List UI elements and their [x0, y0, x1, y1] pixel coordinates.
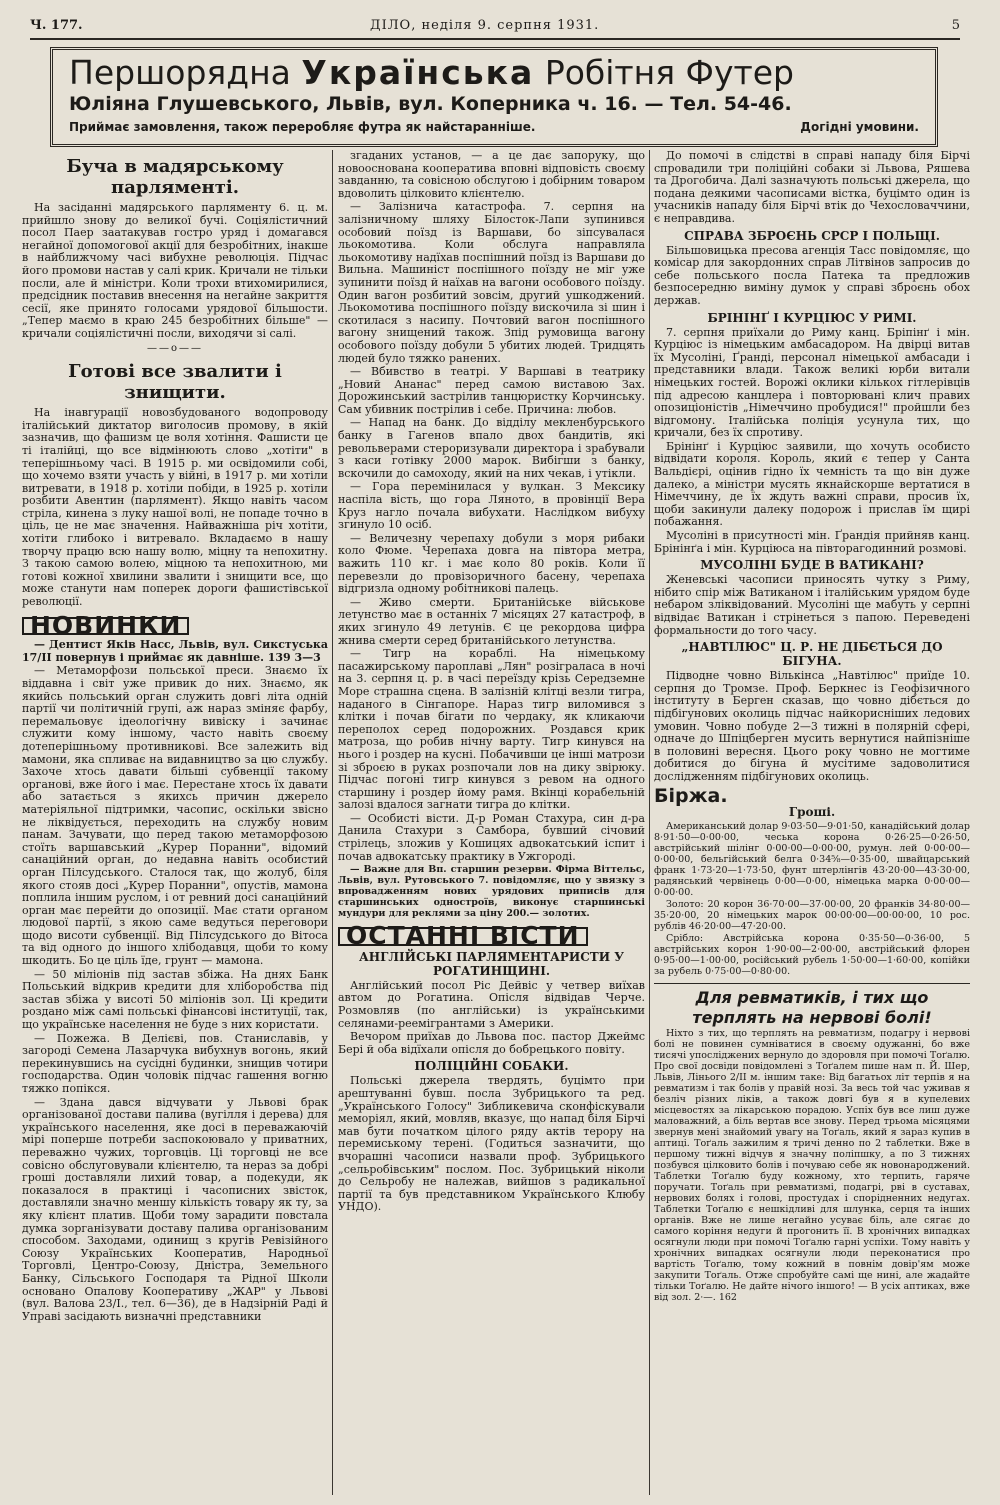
news-item: — Важне для Вп. старшин резерви. Фірма Віттельс, Львів, вул. Рутовського 7. повідомляє, що у звязку з впровадженням нових урядових приписів для старшинських одностроїв, виконує старшинські мундури для реклями за ціну 200.— золотих.: [338, 864, 645, 920]
news-item: — Тигр на кораблі. На німецькому пасажирському пароплаві „Лян" розіграласа в ночі на 3. серпня ц. р. в часі переїзду крізь Середземне Море страшна сцена. В залізній клітці везли тигра, наданого в Сінгапоре. Нараз тигр виломився з клітки і почав бігати по чердаку, як кликаючи переполох серед подорожних. Роздався крик матроза, що робив нічну варту. Тигр кинувся на нього і роздер на кусні. Побачивши це інші матрози зі зброєю в руках розпочали лов на дику звірюку. Підчас погоні тигр кинувся з ревом на одного старшину і роздер йому рамя. Вкінці корабельній залозі вдалося загнати тигра до клітки.: [338, 647, 645, 812]
article-text: На інавгурації новозбудованого водопроводу італійський диктатор виголосив промову, в якій зазначив, що фашизм це воля хотіння. Фашисти це ті італійці, що все відмінюють слово „хотіти" в теперішньому часі. В 1915 р. ми освідомили собі, що хочемо взяти участь у війні, в 1917 р. ми хотіли витревати, в 1918 р. хотіли побіди, в 1925 р. хотіли розбити Авентин (парлямент). Якщо навіть часом стріла, кинена з луку нашої волі, не попаде точно в ціль, це не має значення. Найважніша річ хотіти, хотіти глибоко і витревало. Вкладаємо в нашу творчу працю всю нашу волю, міцну та непохитну. З такою самою волею, міцною та непохитною, ми готові кожної хвилини звалити і знищити все, що може станути нам поперек дороги фашистівської революції.: [22, 406, 328, 609]
column-3: [654, 150, 970, 1495]
news-item: — Залізнича катастрофа. 7. серпня на залізничному шляху Білосток-Лапи зупинився особовий поїзд із Варшави, бо зіпсувалася льокомотива. Коли обслуга направляла льокомотиву надїхав поспішний поїзд із Варшави до Вильна. Машиніст поспішного поїзду не міг уже зупинити поїзд й наїхав на вагони особового поїзду. Один вагон розбитий зовсім, другий ушкоджений. Льокомотива поспішного поїзду вискочила зі шин і скотилася з насипу. Почтовий вагон поспішного вагону знищений також. Зпід румовища вагону особового поїзду добули 5 убитих людей. Тридцять людей було тяжко ранених.: [338, 200, 645, 365]
running-head: [30, 14, 960, 40]
news-item: — Здана дався відчувати у Львові брак організованої достави палива (вугілля і дерева) для українського населення, яке досі в переважаючій мірі поперше потреби заспокоювало у приватних, переважно чужих, торговців. Ці торговці не все совісно обслуговували клієнтелю, та нераз за добрі гроші доставляли лихий товар, а подекуди, як показалося в практиці і часописних звісток, доставляли значно меншу кількість товару як ту, за яку клієнт платив. Щоби тому зарадити повстала думка зорганізувати доставу палива організованим способом. Заходами, одинищ з кругів Ревізійного Союзу Українських Кооператив, Народньої Торговлі, Центро-Союзу, Дністра, Земельного Банку, Сільського Господаря та Рідної Школи основано Опалову Кооперативу „ЖАР" у Львові (вул. Валова 23/І., тел. 6—36), де в Надзірній Раді й Управі засідають визначні представники: [22, 1095, 328, 1323]
article-text: 7. серпня приїхали до Риму канц. Бріпінґ і мін. Курціюс із німецьким амбасадором. На двірці витав їх Мусоліні, Ґранді, персонал німецької амбасади і представники влади. Також великі юрби витали німецьких гостей. Ворожі оклики кількох гітлерівців під адресою канцлера і повторювані клич правих опозиціоністів „Німеччино пробудися!" пройшли без відгомону. Італійська поліція усунула тих, що кричали, без їх спротиву.: [654, 325, 970, 440]
article-text: До помочі в слідстві в справі нападу біля Бірчі спровадили три поліційні собаки зі Львова, Ряшева та Дрогобича. Далі зазначують польські джерела, що подана деякими часописами вістка, буцімто один із учасників нападу біля Бірчі втік до Чехословаччини, є неправдива.: [654, 150, 970, 225]
article-text: Польські джерела твердять, буцімто при арештуванні бувш. посла Зубрицького та ред. „Українського Голосу" Зибликевича сконфіскували меморіял, який, мовляв, вказує, що напад біля Бірчі мав бути початком цілого ряду актів терору на перемиському терені. (Годиться зазначити, що вчорашні часописи назвали проф. Зубрицького „сельробівським" послом. Пос. Зубрицький ніколи до Сельробу не належав, вийшов з радикальної партії та був представником Українського Клюбу УНДО).: [338, 1074, 645, 1214]
section-heading: ОСТАННІ ВІСТИ: [338, 927, 645, 946]
news-item: — 50 міліонів під застав збіжа. На днях Банк Польський відкрив кредити для хліборобства під застав збіжа у висоті 50 міліонів зол. Ці кредити роздано між самі польські фінансові інституції, так, що українське населення не буде з них користати.: [22, 967, 328, 1032]
separator: ——o——: [146, 342, 204, 354]
article-text: Брінінґ і Курціюс заявили, що хочуть особисто відвідати короля. Король, який є тепер у Санта Вальдієрі, оцінив гідно їх чемність та що він дуже далеко, а міністри мусять якнайскорше вертатися в Німеччину, де їх ждуть важні справи, просив їх, щоби закинули далеку подорож і прислав їм щирі побажання.: [654, 439, 970, 529]
ad-footer: Приймає замовлення, також переробляє футра як найстаранніше. Догідні умовини.: [69, 120, 919, 134]
article-title: АНГЛІЙСЬКІ ПАРЛЯМЕНТАРИСТИ У РОГАТИНЩИНІ.: [358, 949, 624, 978]
article-text: Женевські часописи приносять чутку з Риму, нібито спір між Ватиканом і італійським урядом буде небаром зліквідований. Мусоліні ще мабуть у серпні відвідає Ватикан і стрінеться з папою. Переведені формальности до того часу.: [654, 573, 970, 637]
article-text: Мусоліні в присутності мін. Ґрандія прийняв канц. Брінінґа і мін. Курціюса на півторагодинний розмові.: [654, 529, 970, 555]
news-item: — Дентист Яків Насс, Львів, вул. Сикстуська 17/ІІ повернув і приймає як давніше. 139 3—3: [22, 638, 328, 664]
ad-address: Юліяна Глушевського, Львів, вул. Коперника ч. 16. — Тел. 54-46.: [69, 93, 792, 115]
exchange-rates: Срібло: Австрійська корона 0·35·50—0·36·00, 5 австрійських корон 1·90·00—2·00·00, австрійський флорен 0·95·00—1·00·00, російський рубель 1·50·00—1·60·00, копійки за рубель 0·75·00—0·80·00.: [654, 933, 970, 978]
news-item: згаданих установ, — а це дає запоруку, що новооснована кооператива вповні відповість своєму завданню, та совісною обслугою і добірним товаром вдоволить цілковито клієнтелю.: [338, 150, 645, 200]
subsection-title: Гроші.: [788, 805, 836, 820]
news-item: — Метаморфози польської преси. Знаємо їх віддавна і світ уже привик до них. Знаємо, як якийсь польський орган служить довгі літа одній партії чи політичній групі, аж нараз зміняє фарбу, перемальовує ідеологічну вивіску і зачинає служити кому іншому, часто навіть своєму дотеперішньому противникові. Все залежить від мамони, яка спливає на видавництво за цю службу. Захоче хтось давати більші субвенції такому органові, вже його і має. Перестане хтось їх давати або затається з якихсь причин джерело матеріяльної підтримки, часопис, оскільки звісно не ліквідується, переходить на службу новим панам. Зачувати, що перед такою метаморфозою стоїть варшавський „Курер Поранни", відомий санаційний орган, до недавна навіть особистий орган Пілсудського. Сталося так, що жолуб, біля якого стояв досі „Курер Поранни", опустів, мамона поплила іншим руслом, і от ревний досі санаційний орган має перейти до опозиції. Має стати органом людової партії, з якою саме ведуться переговори щодо висоти субвенції. Від Пілсудського до Вітоса та від одного до іншого хлібодавця, щоби то кому шкодить. Бо це ціль їде, грунт — мамона.: [22, 664, 328, 968]
article-title: Буча в мадярському парляменті.: [66, 156, 284, 198]
article-text: Підводне човно Вількінса „Навтілюс" приїде 10. серпня до Тромзе. Проф. Беркнес із Геофізичного інституту в Берген сказав, що човно дібється до підбігунових околиць підчас найкорисніших ледових умовин. Човно побуде 2—3 тижні в полярній сфері, одначе до Шпіцберген мусить вернутися найпізніше в половині вересня. Цього року човно не могтиме добитися до бігуна й мусітиме задоволитися дослідженням підбігунових околиць.: [654, 669, 970, 783]
article-text: На засіданні мадярського парляменту 6. ц. м. прийшло знову до великої бучі. Соціялістичний посол Паер заатакував гостро уряд і домагався негайної допомогової акції для безробітних, інакше в найближчому часі вибухне революція. Підчас його промови настав у салі крик. Кричали не тільки посли, але й міністри. Коли трохи втихомирилися, предсідник поставив внесення на негайне закриття сесії, яке принято голосами урядової більшости. „Тепер маємо в краю 245 безробітних більше" — кричали соціялістичні посли, виходячи зі салі.: [22, 201, 328, 340]
article-title: БРІНІНҐ І КУРЦІЮС У РИМІ.: [707, 310, 917, 325]
article-text: Англійський посол Ріс Дейвіс у четвер виїхав автом до Рогатина. Опісля відвідав Черче. Розмовляв (по англійськи) із українськими селянами-реемігрантами з Америки.: [338, 978, 645, 1030]
article-title: МУСОЛІНІ БУДЕ В ВАТИКАНІ?: [700, 558, 924, 573]
article-title: СПРАВА ЗБРОЄНЬ СРСР І ПОЛЬЩІ.: [684, 228, 940, 243]
ad-headline: Для ревматиків, і тих що терплять на нервові болі!: [692, 988, 932, 1028]
togal-ad: [654, 983, 970, 1303]
news-item: — Напад на банк. До відділу мекленбурського банку в Гагенов впало двох бандитів, які револьверами стероризували директора і зрабували з каси готівку 2000 марок. Вибігши з банку, вскочили до самоходу, який на них чекав, і утікли.: [338, 416, 645, 480]
news-item: — Вбивство в театрі. У Варшаві в театрику „Новий Ананас" перед самою виставою Зах. Дорожинський застрілив танцюристку Корчинську. Сам убивник пострілив і себе. Причина: любов.: [338, 365, 645, 416]
page-number: 5: [951, 18, 960, 33]
news-item: — Особисті вісти. Д-р Роман Стахура, син д-ра Данила Стахури з Самбора, бувший січовий стрілець, зложив у Кошицях адвокатський іспит і почав адвокатську практику в Ужгороді.: [338, 811, 645, 863]
news-item: — Живо смерти. Британійське військове летунство має в останніх 7 місяцях 27 катастроф, в яких згинуло 49 летунів. Є це рекордова цифра жнива смерти серед британійського летунства.: [338, 595, 645, 647]
issue-number: Ч. 177.: [30, 18, 83, 33]
article-title: ПОЛІЦІЙНІ СОБАКИ.: [414, 1059, 569, 1074]
exchange-rates: Золото: 20 корон 36·70·00—37·00·00, 20 франків 34·80·00—35·20·00, 20 німецьких марок 00·00·00—00·00·00, 10 рос. рублів 46·20·00—47·20·00.: [654, 899, 970, 933]
article-title: Готові все звалити і знищити.: [68, 361, 282, 404]
exchange-rates: Американський долар 9·03·50—9·01·50, канадійський долар 8·91·50—0·00·00, чеська корона 0·26·25—0·26·50, австрійський шілінг 0·00·00—0·00·00, румун. лей 0·00·00—0·00·00, бельгійський белга 0·34⅝—0·35·00, швайцарський франк 1·73·20—1·73·50, фунт штерлінгів 43·20·00—43·30·00, радянський червінець 0·00—0·00, німецька марка 0·00·00—0·00·00.: [654, 821, 970, 899]
ad-text: Ніхто з тих, що терплять на ревматизм, подагру і нервові болі не повинен сумніватися в своєму одужанні, бо вже тисячі упосліджених вернуло до здоровля при помочі Тоґалю. Про свої досвіди повідомлені з Тоґалем пише нам п. Й. Шер, Львів, Лінього 2/ІІ м. іншим таке: Від багатьох літ терпів я на ревматизм і так болів у правій нозі. За весь той час уживав я безліч різних ліків, а також довгі був я в купелевих місцевостях за лікарською порадою. Успіх був все лиш дуже маловажний, а біль вертав все знову. Перед трьома місяцями звернув мені знайомий увагу на Тоґаль, який я зараз купив в аптиці. Тоґаль зажилим я тричі денно по 2 таблетки. Вже в першому тижні відчув я значну поліпшку, а по 3 тижнях позбувся цілковито болів і почуваю себе як новонароджений. Таблетки Тоґалю буду кожному, хто терпить, гаряче поручати. Тоґаль при ревматизмі, подагрі, рві в суставах, нервових болях і голові, простудах і спорідненних недугах. Таблетки Тоґалю є нешкідливі для шлунка, серця та інших органів. Вже не лише негайно усуває біль, але сягає до самого коріння недуги й прогонить її. В хронічних випадках осягнули люди при помочі Тоґалю гарні успіхи. Тому навіть у хронічних випадках осягнули люди переконатися про вартість Тоґалю, тому кожний в повнім довір'ям може закупити Тоґаль. Отже спробуйте самі ще нині, але жадайте тільки Тоґалю. Не дайте нічого іншого! — В усіх аптиках, вже від зол. 2·—. 162: [654, 1028, 970, 1304]
column-1: [22, 150, 328, 1495]
news-item: — Пожежа. В Делієві, пов. Станиславів, у загороді Семена Лазарчука вибухнув вогонь, який перекинувшись на сусідні будинки, знищив чотири господарства. Один чоловік підчас гашення вогню тяжко попікся.: [22, 1031, 328, 1095]
fur-workshop-ad: [50, 47, 938, 147]
article-text: Більшовицька пресова агенція Тасс повідомляє, що комісар для закордонних справ Літвінов запросив до себе польського посла Патека та предложив безпосередню виміну думок у справі зброєнь обох держав.: [654, 243, 970, 307]
column-rule: [332, 150, 333, 1495]
news-item: — Гора перемінилася у вулкан. З Мексику наспіла вість, що гора Ляното, в провінції Вера Круз нагло почала вибухати. Наслідком вибуху згинуло 10 осіб.: [338, 480, 645, 532]
section-heading: Біржа.: [654, 784, 728, 807]
article-title: „НАВТІЛЮС" Ц. Р. НЕ ДІБЄТЬСЯ ДО БІГУНА.: [681, 640, 943, 669]
section-heading: НОВИНКИ: [22, 617, 328, 636]
ad-headline: Першорядна Українська Робітня Футер: [69, 53, 794, 92]
news-item: — Величезну черепаху добули з моря рибаки коло Фюме. Черепаха довга на півтора метра, важить 110 кг. і має коло 80 років. Коли її перевезли до провізоричного басену, черепаха відгризла одному робітникові палець.: [338, 531, 645, 596]
masthead-date: ДІЛО, неділя 9. серпня 1931.: [370, 18, 600, 33]
article-text: Вечором приїхав до Львова пос. пастор Джеймс Бері й оба відїхали опісля до бобрецького повіту.: [338, 1030, 645, 1056]
column-rule: [649, 150, 650, 1495]
column-2: [338, 150, 645, 1495]
